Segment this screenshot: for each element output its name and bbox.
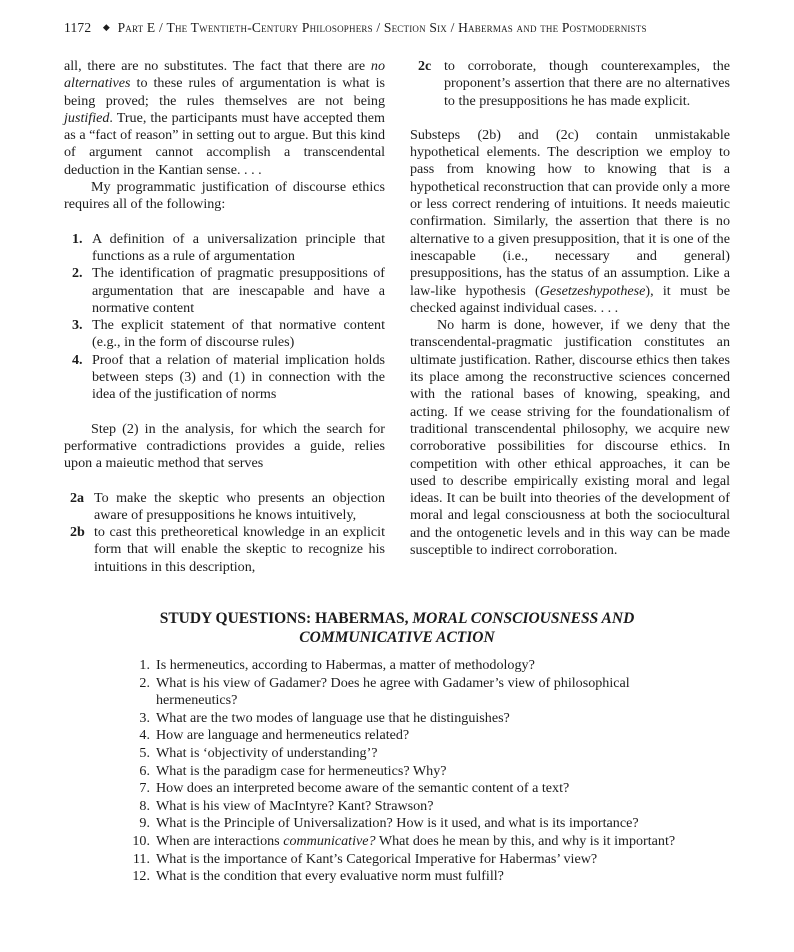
paragraph: No harm is done, however, if we deny that the transcendental-pragmatic justification constitutes an ultimate justification. Rather, discourse ethics then takes its place among the reconstructive sciences concerned with the rational bases of knowing, speaking, and acting. If we cease striving for the foundationalism of traditional transcendental philosophy, we acquire new corroborative possibilities for discourse ethics. In competition with other ethical approaches, it can be used to describe empirically existing moral and legal ideas. It can be built into theories of the development of moral and legal consciousness at both the sociocultural and the ontogenetic levels and in this way can be made susceptible to indirect corroboration. — [410, 317, 730, 559]
list-item: 9. What is the Principle of Universalization? How is it used, and what is its importance? — [139, 815, 639, 832]
list-item: 2b to cast this pretheoretical knowledge in an explicit form that will enable the skeptic to recognize his intuitions in this description, — [70, 524, 385, 575]
list-item: 4. Proof that a relation of material implication holds between steps (3) and (1) in connection with the idea of the justification of norms — [72, 351, 385, 403]
list-item: 7. How does an interpreted become aware of the semantic content of a text? — [139, 780, 570, 797]
list-item: 4. How are language and hermeneutics related? — [139, 727, 410, 744]
emphasis: Gesetzeshypothese — [539, 282, 646, 299]
paragraph: My programmatic justification of discourse ethics requires all of the following: — [64, 179, 385, 213]
diamond-bullet-icon: ◆ — [102, 22, 111, 32]
header-separator: / — [376, 20, 381, 35]
list-item: 10. When are interactions communicative? What does he mean by this, and why is it important? — [132, 832, 676, 849]
list-item: 11. What is the importance of Kant’s Categorical Imperative for Habermas’ view? — [132, 850, 598, 867]
paragraph: all, there are no substitutes. The fact that there are no alternatives to these rules of argumentation is what is being proved; the rules themselves are not being justified. True, the participants must have accepted them as a “fact of reason” in setting out to argue. But this kind of argument cannot accomplish a transcendental deduction in the Kantian sense. . . . — [64, 58, 385, 178]
list-item: 8. What is his view of MacIntyre? Kant? Strawson? — [139, 797, 434, 814]
paragraph: Substeps (2b) and (2c) contain unmistakable hypothetical elements. The description we employ to pass from knowing how to knowing that is a hypothetical reconstruction that can provide only a more or less correct rendering of intuitions. It needs maieutic confirmation. Similarly, the assertion that there is no alternative to a given presupposition, that it is one of the inescapable (i.e., necessary and general) presuppositions, has the status of an assumption. Like a law-like hypothesis (Gesetzeshypothese), it must be checked against individual cases. . . . — [410, 126, 730, 316]
right-column — [410, 58, 730, 559]
list-item: 3. What are the two modes of language use that he distinguishes? — [139, 709, 510, 726]
header-section: Section Six — [383, 20, 447, 35]
list-item: 5. What is ‘objectivity of understanding’? — [139, 744, 378, 761]
list-item: 6. What is the paradigm case for hermeneutics? Why? — [139, 762, 447, 779]
page-number: 1172 — [64, 20, 92, 35]
emphasis: no alternatives — [64, 58, 385, 92]
running-header — [64, 20, 744, 36]
header-book-title: The Twentieth-Century Philosophers — [166, 20, 373, 35]
emphasis: communicative? — [283, 832, 376, 849]
list-item: 2. The identification of pragmatic presuppositions of argumentation that are inescapable and have a normative content — [72, 265, 385, 316]
steps-list — [64, 490, 385, 576]
list-item: 12. What is the condition that every evaluative norm must fulfill? — [132, 868, 504, 885]
emphasis: justified — [64, 109, 110, 126]
left-column — [64, 58, 385, 576]
list-item: 1. Is hermeneutics, according to Habermas, a matter of methodology? — [139, 657, 535, 673]
requirements-list — [64, 231, 385, 404]
steps-list — [410, 58, 730, 110]
list-item: 2c to corroborate, though counterexamples, the proponent’s assertion that there are no alternatives to the presuppositions he has made explicit. — [418, 58, 730, 109]
header-separator: / — [450, 20, 455, 35]
list-item: 2. What is his view of Gadamer? Does he agree with Gadamer’s view of philosophical hermeneutics? — [139, 674, 630, 709]
study-questions-list — [120, 657, 680, 886]
header-part: Part E — [117, 20, 156, 35]
study-questions-title: STUDY QUESTIONS: HABERMAS, MORAL CONSCIOUSNESS AND COMMUNICATIVE ACTION — [159, 610, 635, 646]
list-item: 3. The explicit statement of that normative content (e.g., in the form of discourse rules) — [72, 317, 385, 351]
list-item: 2a To make the skeptic who presents an objection aware of presuppositions he knows intuitively, — [70, 489, 385, 523]
paragraph: Step (2) in the analysis, for which the search for performative contradictions provides a guide, relies upon a maieutic method that serves — [64, 420, 385, 472]
header-chapter: Habermas and the Postmodernists — [458, 20, 647, 35]
header-separator: / — [158, 20, 163, 35]
list-item: 1. A definition of a universalization principle that functions as a rule of argumentation — [72, 230, 385, 264]
